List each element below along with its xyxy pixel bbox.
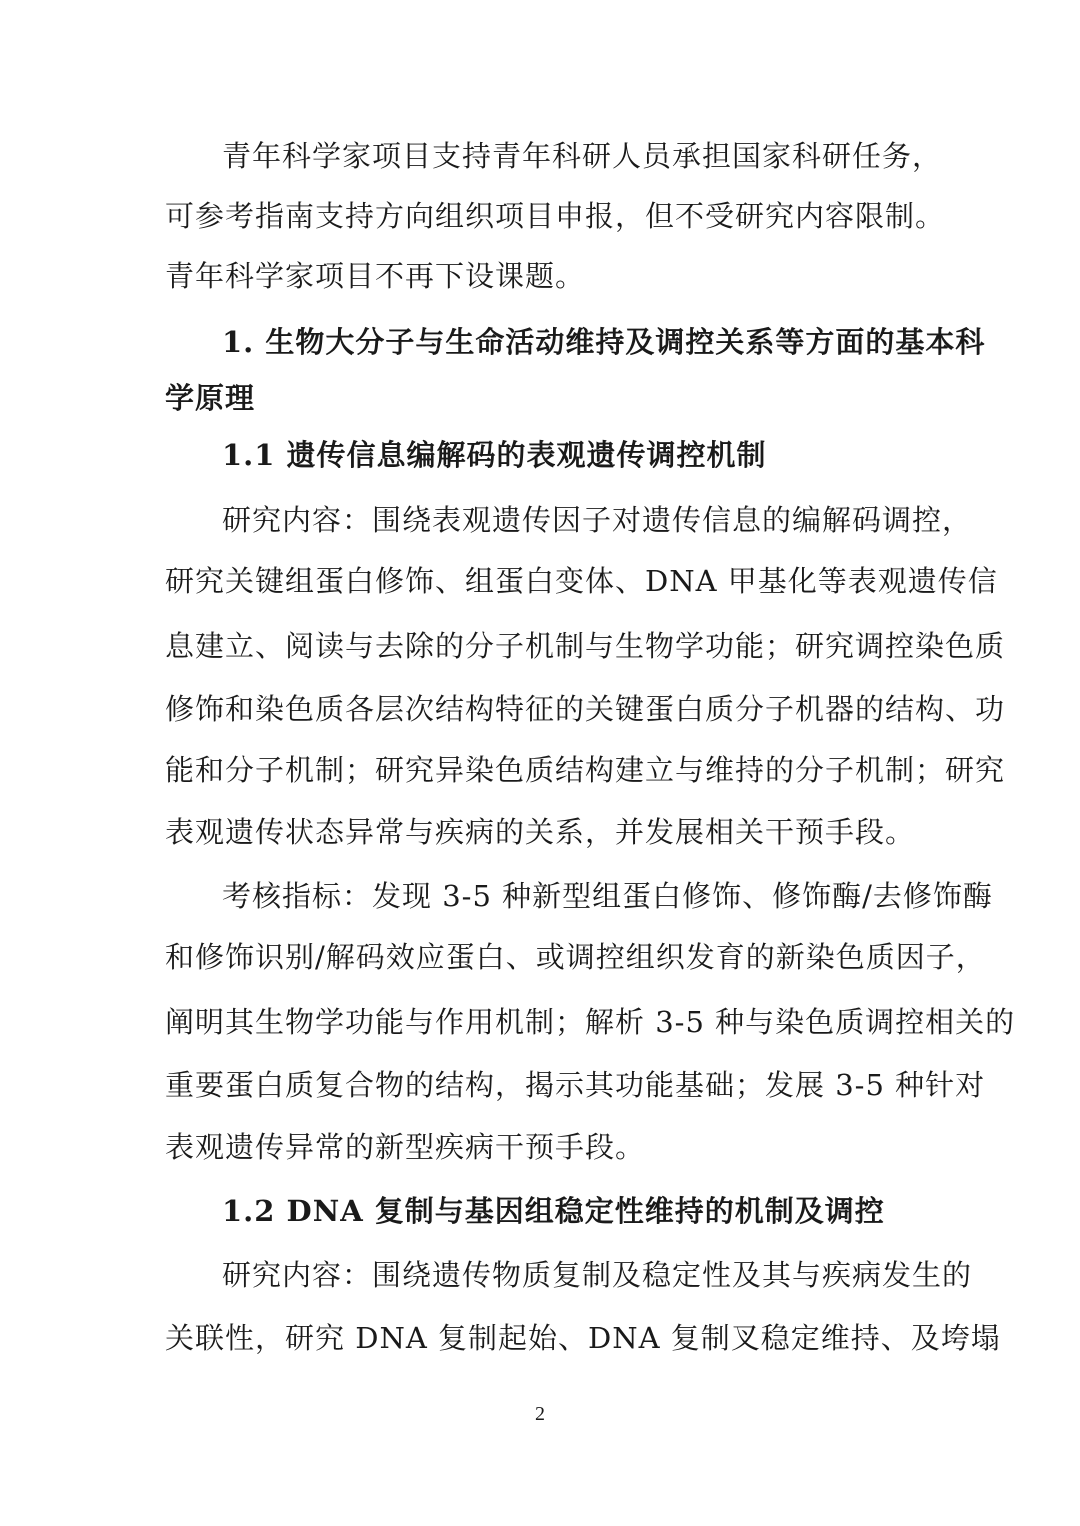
paragraph-line: 表观遗传异常的新型疾病干预手段。 bbox=[165, 1130, 646, 1164]
paragraph-line: 可参考指南支持方向组织项目申报，但不受研究内容限制。 bbox=[165, 199, 946, 233]
paragraph-line: 阐明其生物学功能与作用机制；解析 3-5 种与染色质调控相关的 bbox=[165, 1005, 1016, 1039]
paragraph-line: 考核指标：发现 3-5 种新型组蛋白修饰、修饰酶/去修饰酶 bbox=[222, 879, 993, 913]
subsection-heading: 1.1 遗传信息编解码的表观遗传调控机制 bbox=[222, 438, 767, 472]
paragraph-line: 能和分子机制；研究异染色质结构建立与维持的分子机制；研究 bbox=[165, 753, 1006, 787]
subsection-heading: 1.2 DNA 复制与基因组稳定性维持的机制及调控 bbox=[222, 1194, 885, 1228]
paragraph-line: 息建立、阅读与去除的分子机制与生物学功能；研究调控染色质 bbox=[165, 629, 1006, 663]
page-number: 2 bbox=[535, 1403, 545, 1425]
paragraph-line: 重要蛋白质复合物的结构，揭示其功能基础；发展 3-5 种针对 bbox=[165, 1068, 986, 1102]
paragraph-line: 青年科学家项目不再下设课题。 bbox=[165, 259, 586, 293]
paragraph-line: 青年科学家项目支持青年科研人员承担国家科研任务， bbox=[222, 139, 943, 173]
section-heading-continued: 学原理 bbox=[165, 381, 256, 415]
paragraph-line: 研究内容：围绕表观遗传因子对遗传信息的编解码调控， bbox=[222, 503, 973, 537]
paragraph-line: 修饰和染色质各层次结构特征的关键蛋白质分子机器的结构、功 bbox=[165, 692, 1006, 726]
section-heading: 1. 生物大分子与生命活动维持及调控关系等方面的基本科 bbox=[222, 325, 986, 359]
paragraph-line: 研究关键组蛋白修饰、组蛋白变体、DNA 甲基化等表观遗传信 bbox=[165, 564, 998, 598]
paragraph-line: 表观遗传状态异常与疾病的关系，并发展相关干预手段。 bbox=[165, 815, 916, 849]
paragraph-line: 和修饰识别/解码效应蛋白、或调控组织发育的新染色质因子， bbox=[165, 940, 986, 974]
paragraph-line: 研究内容：围绕遗传物质复制及稳定性及其与疾病发生的 bbox=[222, 1258, 973, 1292]
paragraph-line: 关联性，研究 DNA 复制起始、DNA 复制叉稳定维持、及垮塌 bbox=[165, 1321, 1001, 1355]
